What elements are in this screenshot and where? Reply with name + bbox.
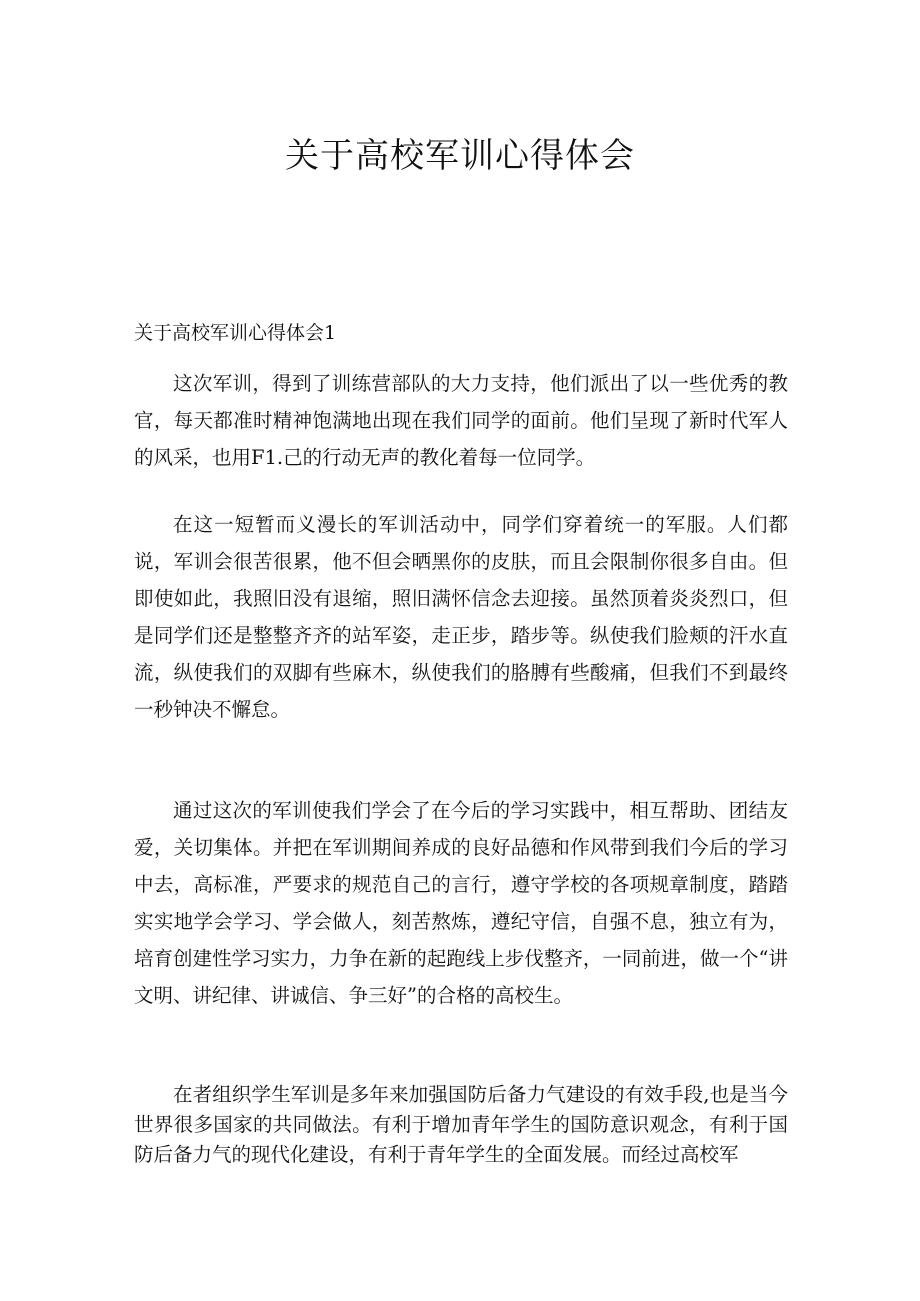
section-heading: 关于高校军训心得体会1: [134, 322, 337, 344]
paragraph-2: 在这一短暂而义漫长的军训活动中，同学们穿着统一的军服。人们都说，军训会很苦很累，他不但会晒黑你的皮肤，而且会限制你很多自由。但即使如此，我照旧没有退缩，照旧满怀信念去迎接。虽然顶着炎炎烈口，但是同学们还是整整齐齐的站军姿，走正步，踏步等。纵使我们脸颊的汗水直流，纵使我们的双脚有些麻木，纵使我们的胳膊有些酸痛，但我们不到最终一秒钟决不懈怠。: [134, 513, 788, 721]
document-title: 关于高校军训心得体会: [285, 136, 635, 176]
paragraph-3: 通过这次的军训使我们学会了在今后的学习实践中，相互帮助、团结友爱，关切集体。并把在军训期间养成的良好品德和作风带到我们今后的学习中去，高标准，严要求的规范自己的言行，遵守学校的各项规章制度，踏踏实实地学会学习、学会做人，刻苦熬炼，遵纪守信，自强不息，独立有为，培育创建性学习实力，力争在新的起跑线上步伐整齐，一同前进，做一个“讲文明、讲纪律、讲诚信、争三好”的合格的高校生。: [134, 799, 788, 1007]
paragraph-1: 这次军训，得到了训练营部队的大力支持，他们派出了以一些优秀的教官，每天都准时精神饱满地出现在我们同学的面前。他们呈现了新时代军人的风采，也用F1.己的行动无声的教化着每一位同学。: [134, 372, 788, 469]
paragraph-4: 在者组织学生军训是多年来加强国防后备力气建设的有效手段,也是当今世界很多国家的共同做法。有利于增加青年学生的国防意识观念，有利于国防后备力气的现代化建设，有利于青年学生的全面发展。而经过高校军: [134, 1083, 788, 1166]
